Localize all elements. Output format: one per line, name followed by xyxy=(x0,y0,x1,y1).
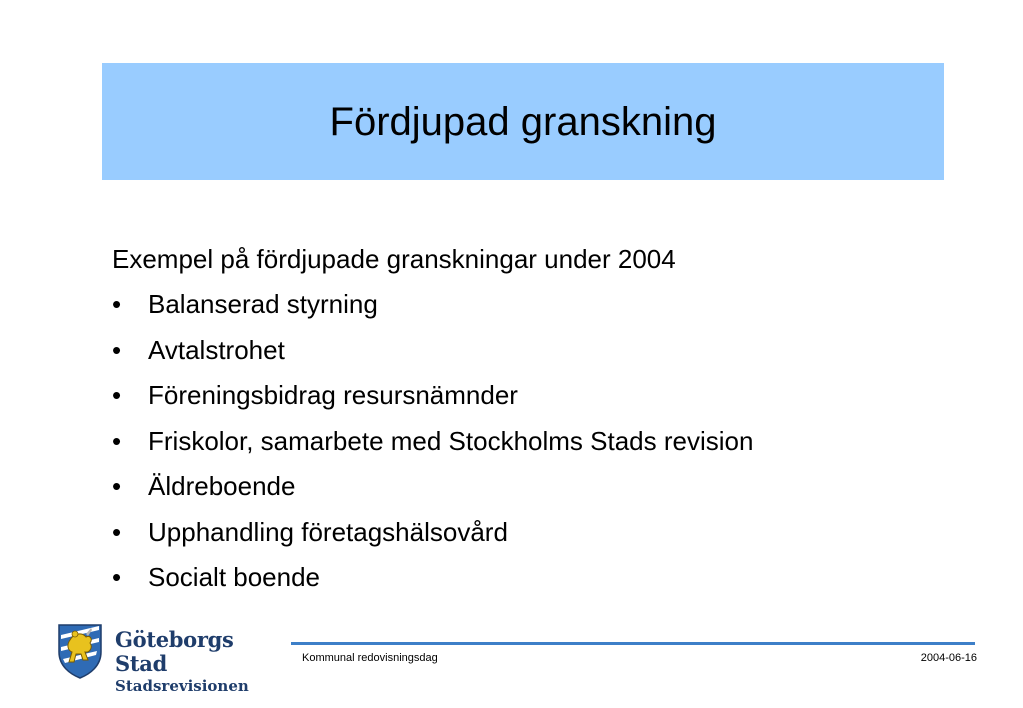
title-box xyxy=(102,63,944,180)
list-item-text: Äldreboende xyxy=(148,471,296,501)
bullet-icon: • xyxy=(112,289,122,319)
list-item xyxy=(112,562,972,592)
list-item-text: Balanserad styrning xyxy=(148,289,378,319)
list-item xyxy=(112,289,972,319)
footer-date: 2004-06-16 xyxy=(920,652,977,664)
list-item xyxy=(112,380,972,410)
bullet-list xyxy=(112,289,972,592)
bullet-icon: • xyxy=(112,562,122,592)
list-item-text: Socialt boende xyxy=(148,562,321,592)
list-item xyxy=(112,517,972,547)
bullet-icon: • xyxy=(112,471,122,501)
logo-subtitle: Stadsrevisionen xyxy=(115,677,249,695)
slide-title: Fördjupad granskning xyxy=(329,100,717,144)
bullet-icon: • xyxy=(112,334,122,365)
slide-content xyxy=(112,244,972,608)
list-item-text: Friskolor, samarbete med Stockholms Stads revision xyxy=(148,425,754,456)
list-item-text: Föreningsbidrag resursnämnder xyxy=(148,380,518,410)
bullet-icon: • xyxy=(112,516,122,547)
logo-text xyxy=(115,628,270,696)
footer-divider xyxy=(291,642,975,645)
bullet-icon: • xyxy=(112,380,122,410)
bullet-icon: • xyxy=(112,425,122,456)
logo-name: Göteborgs Stad xyxy=(115,627,234,676)
goteborgs-stad-logo xyxy=(55,622,270,695)
list-item-text: Avtalstrohet xyxy=(148,334,285,365)
list-item xyxy=(112,335,972,365)
list-item xyxy=(112,471,972,501)
coat-of-arms-icon xyxy=(55,622,105,680)
intro-text: Exempel på fördjupade granskningar under 2004 xyxy=(112,244,676,274)
list-item xyxy=(112,426,972,456)
footer-event-text: Kommunal redovisningsdag xyxy=(302,652,438,664)
list-item-text: Upphandling företagshälsovård xyxy=(148,516,508,547)
